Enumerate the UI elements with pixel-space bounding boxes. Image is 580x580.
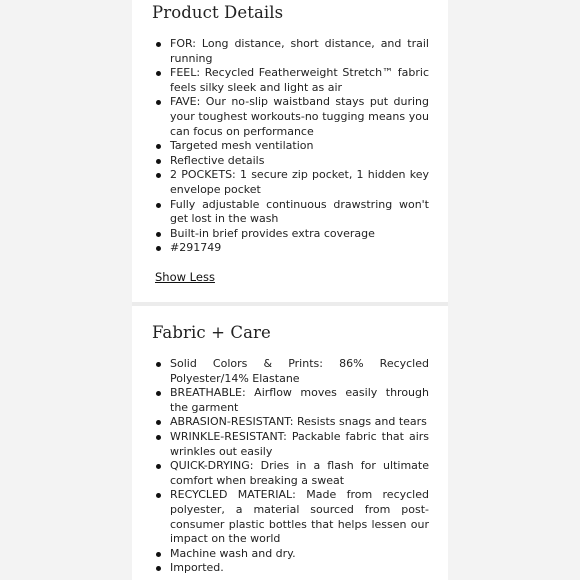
bullet-icon	[156, 159, 161, 164]
bullet-icon	[156, 435, 161, 440]
bullet-icon	[156, 203, 161, 208]
fabric-care-card	[132, 306, 448, 580]
product-details-title: Product Details	[152, 3, 284, 22]
list-item-text: RECYCLED MATERIAL: Made from recycled polyester, a material sourced from post-consumer plastic bottles that helps lessen our impact on the world	[170, 488, 429, 546]
bullet-icon	[156, 144, 161, 149]
bullet-icon	[156, 493, 161, 498]
list-item	[152, 95, 429, 139]
list-item	[152, 415, 429, 430]
bullet-icon	[156, 391, 161, 396]
product-details-card	[132, 0, 448, 302]
fabric-care-list	[152, 357, 429, 576]
list-item-text: Solid Colors & Prints: 86% Recycled Polyester/14% Elastane	[170, 357, 429, 385]
list-item-text: FOR: Long distance, short distance, and trail running	[170, 37, 429, 65]
list-item	[152, 66, 429, 95]
list-item	[152, 139, 429, 154]
list-item	[152, 227, 429, 242]
product-details-list	[152, 37, 429, 256]
bullet-icon	[156, 420, 161, 425]
list-item-text: ABRASION-RESISTANT: Resists snags and tears	[170, 415, 427, 429]
bullet-icon	[156, 464, 161, 469]
list-item-text: FAVE: Our no-slip waistband stays put during your toughest workouts-no tugging means you can focus on performance	[170, 95, 429, 138]
list-item-text: WRINKLE-RESISTANT: Packable fabric that airs wrinkles out easily	[170, 429, 429, 458]
list-item	[152, 37, 429, 66]
bullet-icon	[156, 232, 161, 237]
list-item	[152, 547, 429, 562]
list-item	[152, 430, 429, 459]
list-item-text: #291749	[170, 241, 222, 255]
fabric-care-title: Fabric + Care	[152, 323, 271, 342]
bullet-icon	[156, 246, 161, 251]
list-item	[152, 561, 429, 576]
list-item-text: Targeted mesh ventilation	[170, 139, 314, 153]
list-item-text: Built-in brief provides extra coverage	[170, 226, 375, 240]
bullet-icon	[156, 552, 161, 557]
list-item	[152, 168, 429, 197]
bullet-icon	[156, 100, 161, 105]
bullet-icon	[156, 173, 161, 178]
list-item	[152, 488, 429, 546]
bullet-icon	[156, 362, 161, 367]
list-item-text: BREATHABLE: Airflow moves easily through the garment	[170, 386, 429, 414]
list-item	[152, 357, 429, 386]
list-item-text: 2 POCKETS: 1 secure zip pocket, 1 hidden key envelope pocket	[170, 168, 429, 196]
list-item	[152, 386, 429, 415]
list-item	[152, 198, 429, 227]
bullet-icon	[156, 566, 161, 571]
list-item-text: FEEL: Recycled Featherweight Stretch™ fabric feels silky sleek and light as air	[170, 66, 429, 94]
list-item-text: Fully adjustable continuous drawstring won't get lost in the wash	[170, 197, 429, 226]
list-item	[152, 241, 429, 256]
list-item-text: QUICK-DRYING: Dries in a flash for ultimate comfort when breaking a sweat	[170, 459, 429, 487]
bullet-icon	[156, 42, 161, 47]
list-item	[152, 459, 429, 488]
list-item-text: Imported.	[170, 561, 224, 575]
bullet-icon	[156, 71, 161, 76]
list-item-text: Reflective details	[170, 153, 265, 167]
show-less-link[interactable]: Show Less	[155, 270, 215, 284]
list-item	[152, 154, 429, 169]
list-item-text: Machine wash and dry.	[170, 546, 296, 560]
